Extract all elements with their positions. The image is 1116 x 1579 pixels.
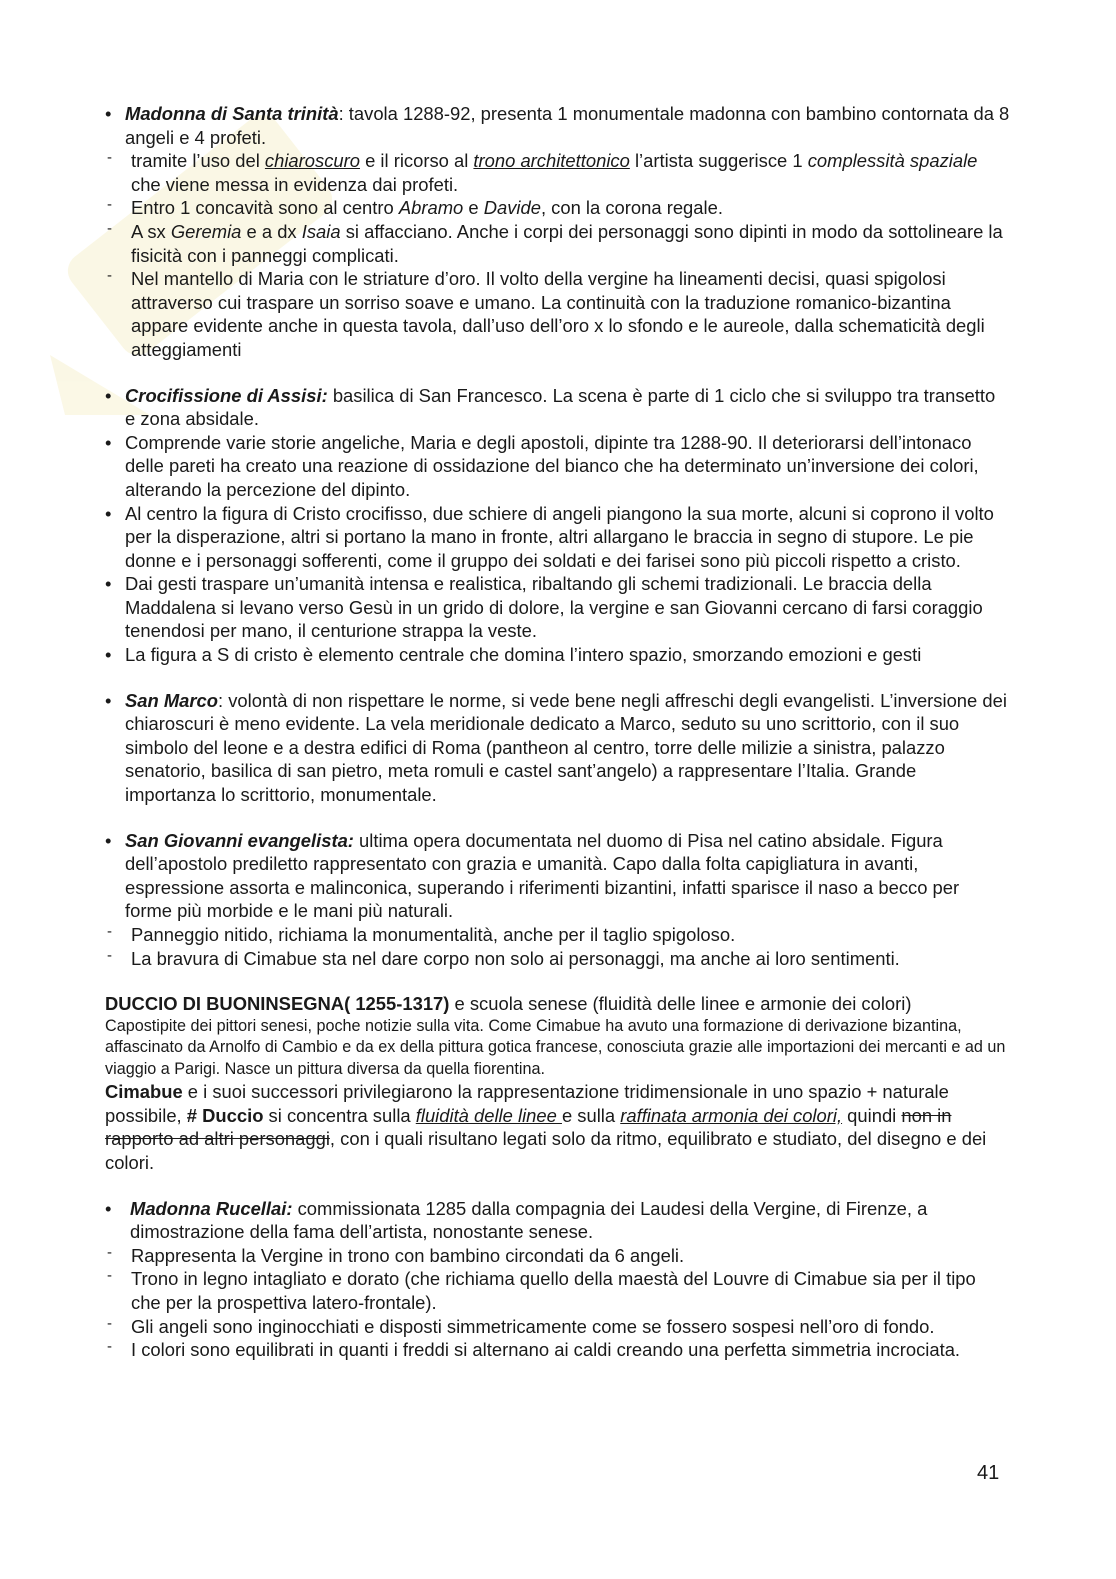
bullet-san-marco: • San Marco: volontà di non rispettare le norme, si vede bene negli affreschi degli evangelisti. L’inversione dei chiaroscuri è meno evidente. La vela meridionale dedicato a Marco, seduto su uno scrittorio, con il suo simbolo del leone e a destra edifici di Roma (pantheon al centro, torre delle milizie a sinistra, palazzo senatorio, basilica di san pietro, meta romuli e castel sant’angelo) a rappresentare l’Italia. Grande importanza lo scrittorio, monumentale. xyxy=(105,689,1010,807)
title-santa-trinita: Madonna di Santa trinità xyxy=(125,103,339,124)
duccio-paragraph: Cimabue e i suoi successori privilegiarono la rappresentazione tridimensionale in uno spazio + naturale possibile, # Duccio si concentra sulla fluidità delle linee e sulla raffinata armonia dei colori, quindi non in rapporto ad altri personaggi, con i quali risultano legati solo da ritmo, equilibrato e studiato, del disegno e dei colori. xyxy=(105,1081,987,1174)
duccio-heading: DUCCIO DI BUONINSEGNA( 1255-1317) e scuola senese (fluidità delle linee e armonie dei colori) xyxy=(105,993,912,1015)
dash-item: - I colori sono equilibrati in quanti i freddi si alternano ai caldi creando una perfetta simmetria incrociata. xyxy=(105,1338,1010,1362)
dash-item: - A sx Geremia e a dx Isaia si affacciano. Anche i corpi dei personaggi sono dipinti in modo da sottolineare la fisicità con i panneggi complicati. xyxy=(105,220,1010,267)
bullet-san-giovanni: • San Giovanni evangelista: ultima opera documentata nel duomo di Pisa nel catino absidale. Figura dell’apostolo prediletto rappresentato con grazia e umanità. Capo dalla folta capigliatura in avanti, espressione assorta e malinconica, superando i riferimenti bizantini, infatti sparisce il naso a becco per forme più morbide e le mani più naturali. xyxy=(105,829,1010,923)
dash-item: - La bravura di Cimabue sta nel dare corpo non solo ai personaggi, ma anche ai loro sentimenti. xyxy=(105,947,1010,971)
bullet-item: • La figura a S di cristo è elemento centrale che domina l’intero spazio, smorzando emozioni e gesti xyxy=(105,643,1010,667)
bullet-crocifissione: • Crocifissione di Assisi: basilica di San Francesco. La scena è parte di 1 ciclo che si sviluppo tra transetto e zona absidale. xyxy=(105,384,1010,431)
document-page xyxy=(105,102,1010,1362)
dash-item: - Gli angeli sono inginocchiati e disposti simmetricamente come se fossero sospesi nell’oro di fondo. xyxy=(105,1315,1010,1339)
bullet-item: • Comprende varie storie angeliche, Maria e degli apostoli, dipinte tra 1288-90. Il deteriorarsi dell’intonaco delle pareti ha creato una reazione di ossidazione del bianco che ha determinato un’inversione dei colori, alterando la percezione del dipinto. xyxy=(105,431,1010,502)
duccio-intro: Capostipite dei pittori senesi, poche notizie sulla vita. Come Cimabue ha avuto una formazione di derivazione bizantina, affascinato da Arnolfo di Cambio e da ex della pittura gotica francese, conosciuta grazie alle importazioni dei mercanti e ad un viaggio a Parigi. Nasce un pittura diversa da quella fiorentina. xyxy=(105,1016,1006,1078)
bullet-santa-trinita: • Madonna di Santa trinità: tavola 1288-92, presenta 1 monumentale madonna con bambino contornata da 8 angeli e 4 profeti. xyxy=(105,102,1010,149)
dash-item: - Trono in legno intagliato e dorato (che richiama quello della maestà del Louvre di Cimabue sia per il tipo che per la prospettiva latero-frontale). xyxy=(105,1267,1010,1314)
title-san-marco: San Marco xyxy=(125,689,219,711)
title-crocifissione: Crocifissione di Assisi: xyxy=(125,384,328,406)
title-san-giovanni: San Giovanni evangelista: xyxy=(125,829,354,851)
title-madonna-rucellai: Madonna Rucellai: xyxy=(130,1197,293,1219)
bullet-item: • Al centro la figura di Cristo crocifisso, due schiere di angeli piangono la sua morte, alcuni si coprono il volto per la disperazione, altri si portano la mano in fronte, altri allargano le braccia in segno di stupore. Le pie donne e i personaggi sofferenti, come il gruppo dei soldati e dei farisei sono più piccoli rispetto a cristo. xyxy=(105,502,1010,573)
page-number: 41 xyxy=(977,1462,1000,1484)
dash-item: - Nel mantello di Maria con le striature d’oro. Il volto della vergine ha lineamenti decisi, quasi spigolosi attraverso cui traspare un sorriso soave e umano. La continuità con la traduzione romanico-bizantina appare evidente anche in questa tavola, dall’uso dell’oro x lo sfondo e le aureole, dalla schematicità degli atteggiamenti xyxy=(105,267,1010,361)
dash-item: - Rappresenta la Vergine in trono con bambino circondati da 6 angeli. xyxy=(105,1244,1010,1268)
bullet-madonna-rucellai: • Madonna Rucellai: commissionata 1285 dalla compagnia dei Laudesi della Vergine, di Firenze, a dimostrazione della fama dell’artista, nonostante senese. xyxy=(105,1197,1010,1244)
bullet-item: • Dai gesti traspare un’umanità intensa e realistica, ribaltando gli schemi tradizionali. Le braccia della Maddalena si levano verso Gesù in un grido di dolore, la vergine e san Giovanni cercano di farsi coraggio tenendosi per mano, il centurione strappa la veste. xyxy=(105,572,1010,643)
dash-item: - Entro 1 concavità sono al centro Abramo e Davide, con la corona regale. xyxy=(105,196,1010,220)
dash-item: - Panneggio nitido, richiama la monumentalità, anche per il taglio spigoloso. xyxy=(105,923,1010,947)
dash-item: - tramite l’uso del chiaroscuro e il ricorso al trono architettonico l’artista suggerisce 1 complessità spaziale che viene messa in evidenza dai profeti. xyxy=(105,149,1010,196)
